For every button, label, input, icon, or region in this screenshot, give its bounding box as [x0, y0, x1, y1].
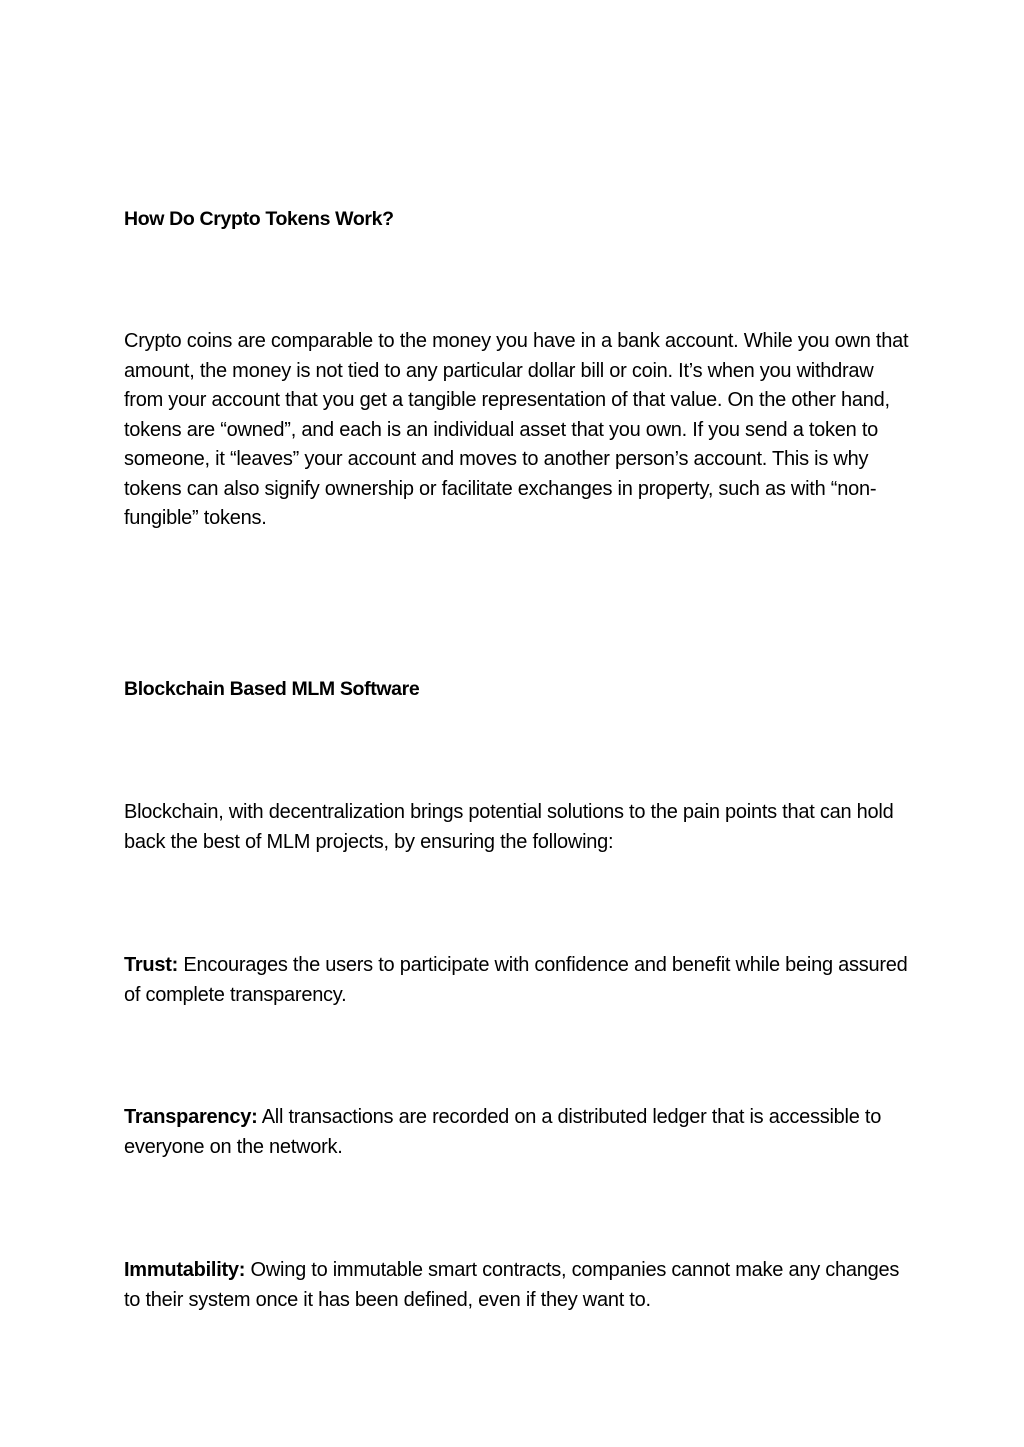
paragraph-crypto-tokens: Crypto coins are comparable to the money you have in a bank account. While you own that amount, the money is not tied to any particular dollar bill or coin. It’s when you withdraw from your account that you get a tangible representation of that value. On the other hand, tokens are “owned”, and each is an individual asset that you own. If you send a token to someone, it “leaves” your account and moves to another person’s account. This is why tokens can also signify ownership or facilitate exchanges in property, such as with “non-fungible” tokens. — [124, 330, 909, 529]
section-heading-blockchain-mlm: Blockchain Based MLM Software — [124, 678, 420, 700]
section-heading-crypto-tokens: How Do Crypto Tokens Work? — [124, 208, 394, 230]
point-label-trust: Trust: — [124, 954, 179, 976]
point-label-transparency: Transparency: — [124, 1106, 258, 1128]
point-label-immutability: Immutability: — [124, 1259, 246, 1281]
point-immutability — [124, 1256, 914, 1315]
point-text-trust: Encourages the users to participate with confidence and benefit while being assured of complete transparency. — [124, 954, 908, 1006]
point-transparency — [124, 1103, 914, 1162]
point-text-immutability: Owing to immutable smart contracts, companies cannot make any changes to their system once it has been defined, even if they want to. — [124, 1259, 900, 1311]
point-text-transparency: All transactions are recorded on a distributed ledger that is accessible to everyone on the network. — [124, 1106, 882, 1158]
paragraph-blockchain-intro: Blockchain, with decentralization brings potential solutions to the pain points that can hold back the best of MLM projects, by ensuring the following: — [124, 801, 894, 853]
point-trust — [124, 951, 914, 1010]
